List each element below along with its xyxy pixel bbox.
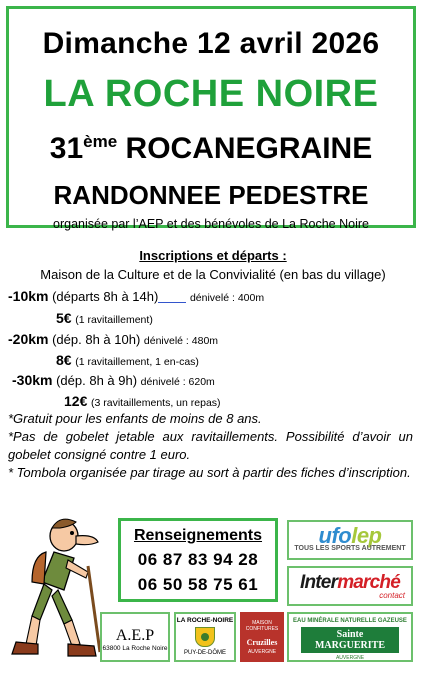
contact-box bbox=[118, 518, 278, 602]
venue-line: Maison de la Culture et de la Convivialité (en bas du village) bbox=[40, 267, 386, 282]
event-suffix: ème bbox=[83, 132, 118, 151]
intermarche-name-a: Inter bbox=[300, 572, 338, 593]
cruzilles-logo bbox=[240, 612, 284, 662]
coat-of-arms-icon bbox=[195, 627, 215, 647]
contact-phone-1: 06 87 83 94 28 bbox=[137, 550, 259, 569]
route-price: 5€ bbox=[56, 310, 72, 326]
contact-title: Renseignements bbox=[133, 527, 263, 544]
route-depart: (départs 8h à 14h) bbox=[52, 289, 159, 304]
roche-noire-logo bbox=[174, 612, 236, 662]
route-depart: (dép. 8h à 10h) bbox=[52, 332, 141, 347]
marguerite-name: Sainte MARGUERITE bbox=[301, 627, 399, 653]
note-tombola: * Tombola organisée par tirage au sort à partir des fiches d’inscription. bbox=[8, 465, 411, 480]
inscriptions-title: Inscriptions et départs : bbox=[139, 248, 287, 263]
hiker-mascot-illustration bbox=[2, 512, 114, 664]
notes bbox=[8, 410, 413, 482]
underline-mark bbox=[158, 302, 186, 303]
roche-name: LA ROCHE-NOIRE bbox=[176, 617, 234, 624]
event-number: 31 bbox=[49, 132, 84, 165]
event-name: ROCANEGRAINE bbox=[125, 132, 373, 165]
route-elevation: dénivelé : 480m bbox=[143, 335, 219, 347]
note-free-children: *Gratuit pour les enfants de moins de 8 ans. bbox=[8, 411, 262, 426]
roche-sub: PUY-DE-DÔME bbox=[183, 650, 227, 656]
route-elevation: dénivelé : 400m bbox=[189, 292, 265, 304]
route-distance: -30km bbox=[12, 372, 53, 388]
route-30km bbox=[12, 372, 215, 388]
ufolep-name-a: ufo bbox=[318, 523, 352, 548]
intermarche-logo bbox=[287, 566, 413, 606]
ufolep-tagline: TOUS LES SPORTS AUTREMENT bbox=[294, 545, 406, 552]
cruzilles-sub: AUVERGNE bbox=[247, 649, 277, 655]
route-30km-price bbox=[64, 393, 221, 409]
route-20km bbox=[8, 331, 218, 347]
event-place: LA ROCHE NOIRE bbox=[43, 73, 379, 115]
route-extras: (1 ravitaillement) bbox=[75, 314, 153, 326]
route-extras: (3 ravitaillements, un repas) bbox=[90, 397, 221, 409]
marguerite-sub: AUVERGNE bbox=[335, 655, 365, 661]
event-subtitle: RANDONNEE PEDESTRE bbox=[53, 180, 369, 210]
sainte-marguerite-logo bbox=[287, 612, 413, 662]
ufolep-logo bbox=[287, 520, 413, 560]
marguerite-top: EAU MINÉRALE NATURELLE GAZEUSE bbox=[293, 618, 407, 624]
route-10km bbox=[8, 288, 264, 304]
route-extras: (1 ravitaillement, 1 en-cas) bbox=[75, 356, 199, 368]
ufolep-name-b: lep bbox=[351, 523, 382, 548]
contact-phone-2: 06 50 58 75 61 bbox=[137, 575, 259, 594]
cruzilles-top: MAISON CONFITURES bbox=[245, 620, 279, 632]
route-10km-price bbox=[56, 310, 153, 326]
aep-logo bbox=[100, 612, 170, 662]
aep-mark: A.E.P bbox=[115, 627, 155, 644]
route-distance: -20km bbox=[8, 331, 49, 347]
event-date: Dimanche 12 avril 2026 bbox=[42, 27, 380, 60]
intermarche-sub: contact bbox=[379, 591, 405, 600]
intermarche-name-b: marché bbox=[337, 572, 400, 593]
note-cups: *Pas de gobelet jetable aux ravitaillements. Possibilité d’avoir un gobelet consigné contre 1 euro. bbox=[8, 429, 413, 462]
route-depart: (dép. 8h à 9h) bbox=[56, 373, 138, 388]
aep-sub: 63800 La Roche Noire bbox=[102, 645, 168, 652]
route-price: 12€ bbox=[64, 393, 88, 409]
route-elevation: dénivelé : 620m bbox=[140, 376, 215, 388]
event-title bbox=[9, 132, 413, 166]
route-distance: -10km bbox=[8, 288, 49, 304]
route-price: 8€ bbox=[56, 352, 72, 368]
cruzilles-name: Cruzilles bbox=[246, 638, 278, 647]
organizer-line: organisée par l’AEP et des bénévoles de La Roche Noire bbox=[53, 217, 369, 231]
route-20km-price bbox=[56, 352, 199, 368]
header-box bbox=[6, 6, 416, 231]
